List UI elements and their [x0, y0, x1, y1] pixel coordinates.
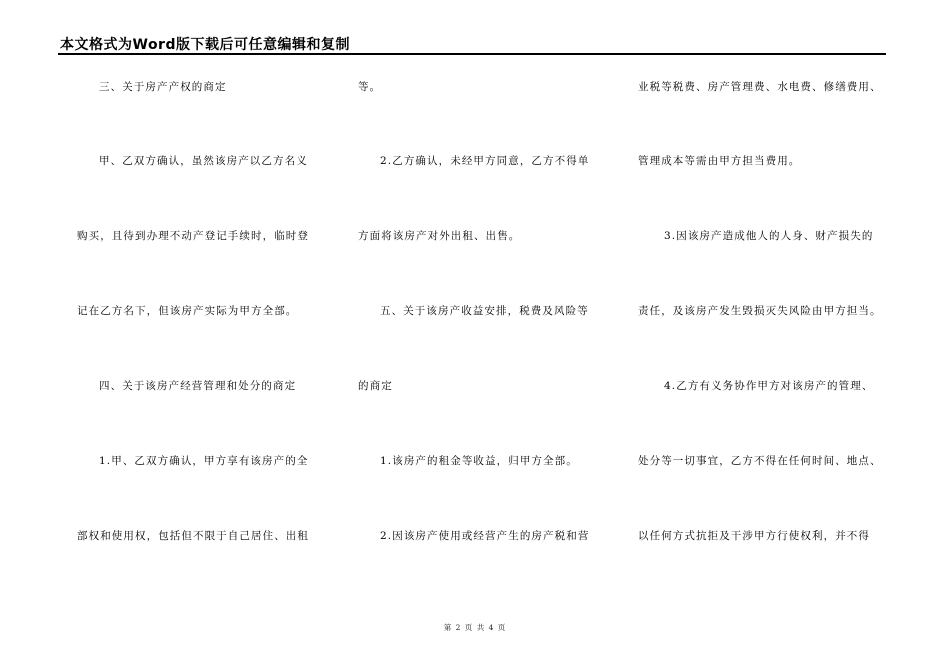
paragraph-line: 甲、乙双方确认，虽然该房产以乙方名义 — [99, 155, 308, 167]
paragraph-line: 记在乙方名下，但该房产实际为甲方全部。 — [77, 305, 298, 317]
paragraph-line: 四、关于该房产经营管理和处分的商定 — [99, 380, 297, 392]
paragraph-line: 的商定 — [358, 380, 393, 392]
paragraph-line: 4.乙方有义务协作甲方对该房产的管理、 — [664, 380, 874, 392]
paragraph-line: 等。 — [358, 81, 382, 93]
paragraph-line: 2.乙方确认，未经甲方同意，乙方不得单 — [380, 155, 590, 167]
paragraph-line: 1.该房产的租金等收益，归甲方全部。 — [380, 455, 578, 467]
paragraph-line: 业税等税费、房产管理费、水电费、修缮费用、 — [638, 81, 882, 93]
document-header-title: 本文格式为Word版下载后可任意编辑和复制 — [60, 37, 350, 53]
page-number: 第 2 页 共 4 页 — [443, 623, 507, 632]
paragraph-line: 以任何方式抗拒及干涉甲方行使权利，并不得 — [638, 530, 870, 542]
paragraph-line: 3.因该房产造成他人的人身、财产损失的 — [664, 230, 874, 242]
paragraph-line: 方面将该房产对外出租、出售。 — [358, 230, 521, 242]
paragraph-line: 责任，及该房产发生毁损灭失风险由甲方担当。 — [638, 305, 882, 317]
paragraph-line: 2.因该房产使用或经营产生的房产税和营 — [380, 530, 590, 542]
paragraph-line: 处分等一切事宜，乙方不得在任何时间、地点、 — [638, 455, 882, 467]
paragraph-line: 五、关于该房产收益安排，税费及风险等 — [380, 305, 589, 317]
paragraph-line: 1.甲、乙双方确认，甲方享有该房产的全 — [99, 455, 309, 467]
paragraph-line: 管理成本等需由甲方担当费用。 — [638, 155, 801, 167]
paragraph-line: 部权和使用权，包括但不限于自己居住、出租 — [77, 530, 309, 542]
paragraph-line: 三、关于房产产权的商定 — [99, 81, 227, 93]
header-divider — [58, 53, 886, 55]
paragraph-line: 购买，且待到办理不动产登记手续时，临时登 — [77, 230, 309, 242]
